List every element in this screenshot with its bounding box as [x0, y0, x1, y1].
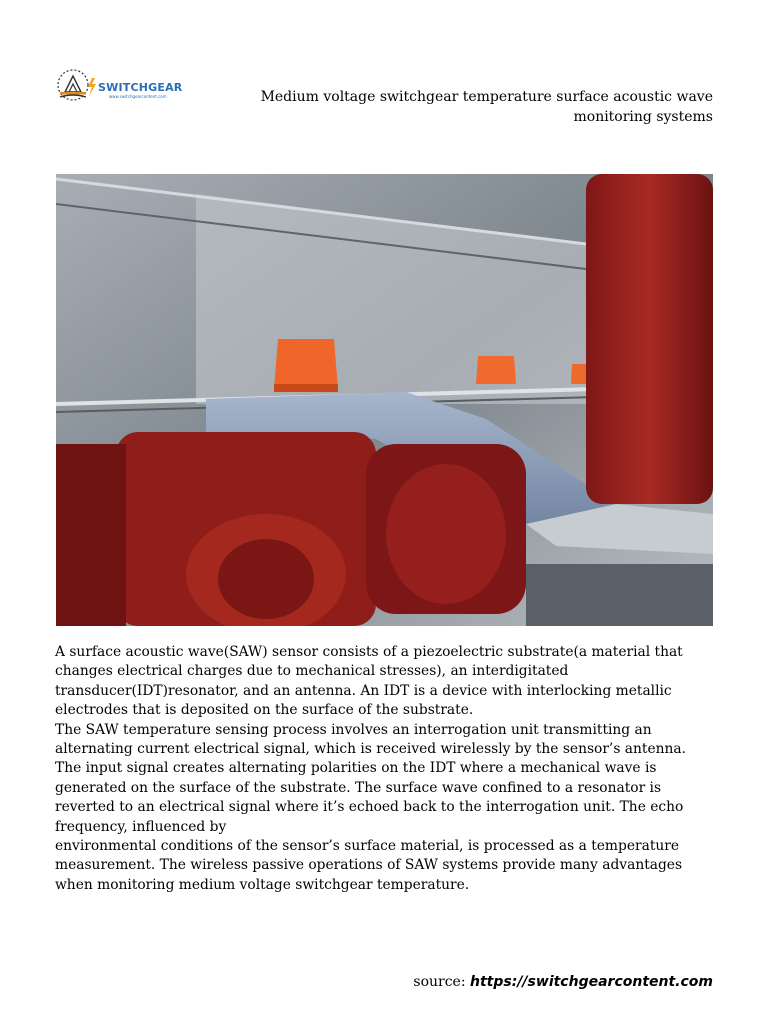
body-paragraph: A surface acoustic wave(SAW) sensor consists of a piezoelectric substrate(a material that changes electrical charges due to mechanical stresses), an interdigitated transducer(IDT)resonator, and an antenna. An IDT is a device with interlocking metallic electrodes that is deposited on the surface of the substrate.: [55, 644, 683, 719]
logo-url: www.switchgearcontent.com: [109, 94, 167, 99]
source-label: source:: [413, 974, 471, 990]
source-link[interactable]: https://switchgearcontent.com: [470, 974, 713, 990]
switchgear-interior-image: [56, 174, 713, 626]
logo-wordmark: SWITCHGEAR: [98, 81, 183, 94]
switchgear-photo: [56, 174, 713, 626]
body-paragraph: environmental conditions of the sensor’s surface material, is processed as a temperature measurement. The wireless passive operations of SAW systems provide many advantages when monitoring medium voltage switchgear temperature.: [55, 838, 683, 893]
body-paragraph: The SAW temperature sensing process involves an interrogation unit transmitting an alternating current electrical signal, which is received wirelessly by the sensor’s antenna. The input signal creates alternating polarities on the IDT where a mechanical wave is generated on the surface of the substrate. The surface wave confined to a resonator is reverted to an electrical signal where it’s echoed back to the interrogation unit. The echo frequency, influenced by: [55, 721, 686, 835]
switchgear-logo: [54, 66, 188, 104]
page-title: Medium voltage switchgear temperature surface acoustic wave monitoring systems: [260, 89, 713, 125]
logo-emblem-icon: [54, 66, 98, 104]
body-text: [55, 643, 715, 895]
source-line: [413, 974, 713, 990]
